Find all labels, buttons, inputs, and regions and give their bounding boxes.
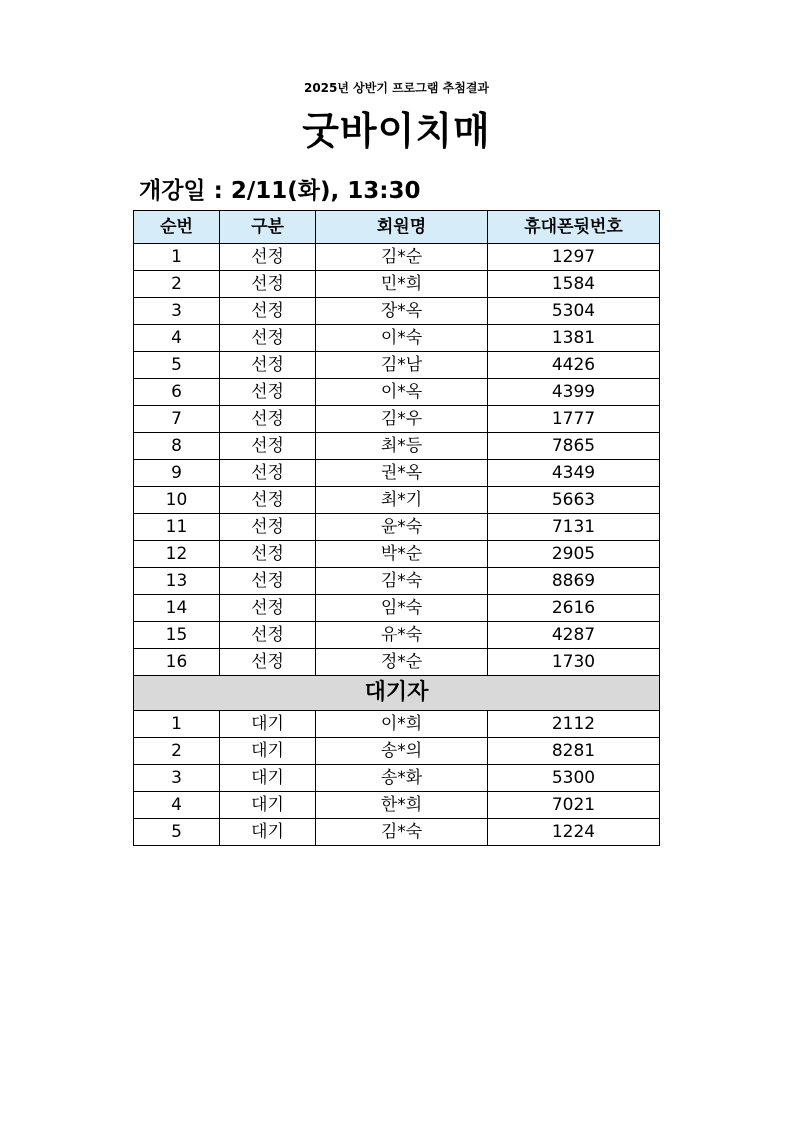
document-subtitle: 2025년 상반기 프로그램 추첨결과	[303, 81, 490, 95]
table-row	[134, 460, 660, 487]
cell-category: 선정	[220, 649, 316, 676]
cell-member-name: 김*남	[316, 352, 488, 379]
cell-number: 3	[134, 298, 220, 325]
cell-phone-suffix: 7021	[488, 792, 660, 819]
cell-category: 선정	[220, 622, 316, 649]
cell-member-name: 김*숙	[316, 568, 488, 595]
cell-number: 2	[134, 271, 220, 298]
cell-phone-suffix: 8281	[488, 738, 660, 765]
cell-member-name: 윤*숙	[316, 514, 488, 541]
cell-member-name: 송*의	[316, 738, 488, 765]
cell-phone-suffix: 1381	[488, 325, 660, 352]
document-title: 굿바이치매	[302, 109, 491, 153]
cell-number: 10	[134, 487, 220, 514]
cell-member-name: 권*옥	[316, 460, 488, 487]
table-row	[134, 595, 660, 622]
cell-category: 대기	[220, 738, 316, 765]
table-row	[134, 738, 660, 765]
cell-phone-suffix: 7865	[488, 433, 660, 460]
table-row	[134, 352, 660, 379]
cell-phone-suffix: 4426	[488, 352, 660, 379]
table-row	[134, 819, 660, 846]
cell-member-name: 이*희	[316, 711, 488, 738]
column-header-member-name: 회원명	[316, 211, 488, 244]
lottery-result-table	[133, 210, 660, 846]
cell-number: 15	[134, 622, 220, 649]
table-row	[134, 271, 660, 298]
cell-phone-suffix: 4287	[488, 622, 660, 649]
cell-category: 선정	[220, 271, 316, 298]
table-row	[134, 792, 660, 819]
cell-member-name: 박*순	[316, 541, 488, 568]
cell-category: 대기	[220, 711, 316, 738]
table-row	[134, 298, 660, 325]
cell-member-name: 최*등	[316, 433, 488, 460]
cell-member-name: 김*순	[316, 244, 488, 271]
cell-number: 1	[134, 711, 220, 738]
cell-category: 선정	[220, 406, 316, 433]
cell-category: 선정	[220, 541, 316, 568]
cell-phone-suffix: 1777	[488, 406, 660, 433]
cell-category: 대기	[220, 819, 316, 846]
table-row	[134, 379, 660, 406]
table-row	[134, 568, 660, 595]
cell-number: 9	[134, 460, 220, 487]
cell-category: 선정	[220, 487, 316, 514]
cell-category: 대기	[220, 792, 316, 819]
cell-number: 5	[134, 819, 220, 846]
cell-member-name: 이*숙	[316, 325, 488, 352]
column-header-phone-suffix: 휴대폰뒷번호	[488, 211, 660, 244]
cell-member-name: 장*옥	[316, 298, 488, 325]
table-row	[134, 622, 660, 649]
cell-member-name: 정*순	[316, 649, 488, 676]
cell-number: 8	[134, 433, 220, 460]
cell-phone-suffix: 2616	[488, 595, 660, 622]
cell-number: 1	[134, 244, 220, 271]
cell-number: 13	[134, 568, 220, 595]
column-header-category: 구분	[220, 211, 316, 244]
cell-number: 7	[134, 406, 220, 433]
cell-phone-suffix: 1730	[488, 649, 660, 676]
cell-number: 3	[134, 765, 220, 792]
cell-member-name: 최*기	[316, 487, 488, 514]
cell-number: 16	[134, 649, 220, 676]
cell-number: 11	[134, 514, 220, 541]
table-header-row	[134, 211, 660, 244]
table-row	[134, 406, 660, 433]
cell-phone-suffix: 8869	[488, 568, 660, 595]
cell-number: 2	[134, 738, 220, 765]
table-row	[134, 541, 660, 568]
cell-member-name: 김*숙	[316, 819, 488, 846]
cell-phone-suffix: 2112	[488, 711, 660, 738]
cell-category: 선정	[220, 460, 316, 487]
cell-category: 선정	[220, 325, 316, 352]
start-date-line: 개강일 : 2/11(화), 13:30	[139, 178, 421, 204]
cell-phone-suffix: 5300	[488, 765, 660, 792]
table-row	[134, 514, 660, 541]
cell-phone-suffix: 4349	[488, 460, 660, 487]
cell-category: 선정	[220, 568, 316, 595]
cell-member-name: 김*우	[316, 406, 488, 433]
cell-member-name: 한*희	[316, 792, 488, 819]
cell-number: 14	[134, 595, 220, 622]
cell-member-name: 이*옥	[316, 379, 488, 406]
cell-member-name: 민*희	[316, 271, 488, 298]
cell-member-name: 유*숙	[316, 622, 488, 649]
cell-member-name: 임*숙	[316, 595, 488, 622]
cell-phone-suffix: 1297	[488, 244, 660, 271]
cell-phone-suffix: 1224	[488, 819, 660, 846]
cell-phone-suffix: 5663	[488, 487, 660, 514]
column-header-number: 순번	[134, 211, 220, 244]
table-row	[134, 649, 660, 676]
cell-category: 대기	[220, 765, 316, 792]
cell-category: 선정	[220, 433, 316, 460]
cell-number: 4	[134, 325, 220, 352]
cell-phone-suffix: 1584	[488, 271, 660, 298]
cell-number: 12	[134, 541, 220, 568]
cell-phone-suffix: 2905	[488, 541, 660, 568]
cell-category: 선정	[220, 298, 316, 325]
waitlist-section-label: 대기자	[134, 676, 660, 711]
cell-number: 4	[134, 792, 220, 819]
cell-category: 선정	[220, 352, 316, 379]
cell-phone-suffix: 5304	[488, 298, 660, 325]
cell-category: 선정	[220, 514, 316, 541]
cell-phone-suffix: 7131	[488, 514, 660, 541]
waitlist-section-row	[134, 676, 660, 711]
table-row	[134, 325, 660, 352]
table-row	[134, 487, 660, 514]
cell-category: 선정	[220, 244, 316, 271]
cell-number: 6	[134, 379, 220, 406]
table-row	[134, 433, 660, 460]
table-row	[134, 765, 660, 792]
cell-category: 선정	[220, 379, 316, 406]
table-row	[134, 711, 660, 738]
cell-category: 선정	[220, 595, 316, 622]
table-row	[134, 244, 660, 271]
cell-number: 5	[134, 352, 220, 379]
cell-phone-suffix: 4399	[488, 379, 660, 406]
waitlist-members-body	[134, 711, 660, 846]
selected-members-body	[134, 244, 660, 676]
cell-member-name: 송*화	[316, 765, 488, 792]
